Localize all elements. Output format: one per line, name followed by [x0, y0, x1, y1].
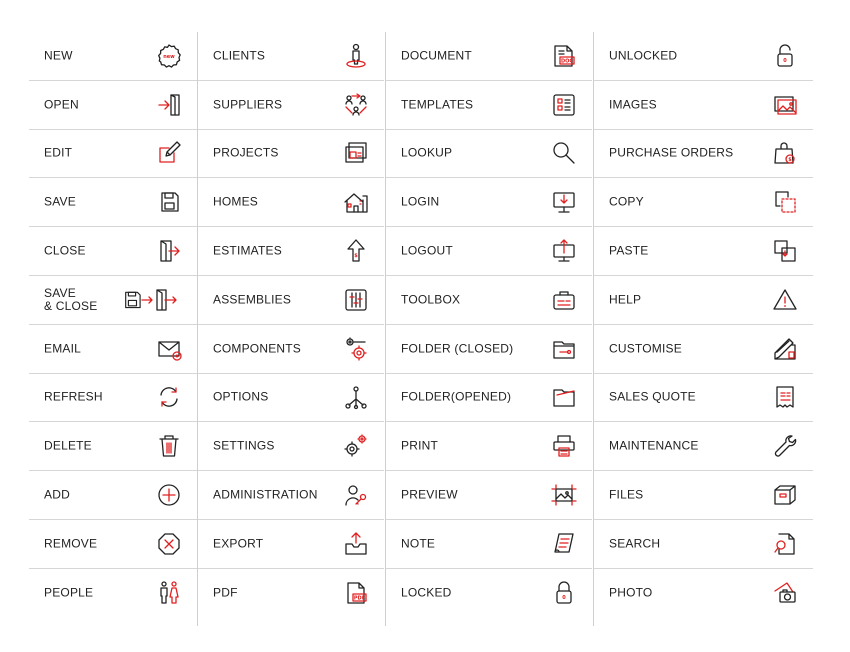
tray-export-icon: [342, 530, 370, 558]
legend-label: PHOTO: [609, 585, 653, 600]
legend-label: NOTE: [401, 536, 436, 551]
plus-circle-icon: [155, 481, 183, 509]
folder-opened-icon: [550, 383, 578, 411]
legend-row: [594, 374, 813, 423]
estimate-arrow-icon: [342, 237, 370, 265]
legend-row: [29, 569, 197, 618]
legend-label: LOGOUT: [401, 243, 453, 258]
icon-column-1: [29, 32, 197, 618]
legend-label: PDF: [213, 585, 238, 600]
legend-label: FOLDER(OPENED): [401, 389, 512, 404]
legend-label: SUPPLIERS: [213, 97, 283, 112]
branch-options-icon: [342, 383, 370, 411]
envelope-icon: [155, 335, 183, 363]
legend-row: [29, 178, 197, 227]
legend-label: SAVE & CLOSE: [44, 285, 98, 313]
legend-label: CLIENTS: [213, 48, 266, 63]
suppliers-exchange-icon: [342, 91, 370, 119]
legend-label: SETTINGS: [213, 438, 275, 453]
legend-row: [198, 32, 384, 81]
door-enter-icon: [155, 91, 183, 119]
padlock-locked-icon: [550, 579, 578, 607]
legend-row: [594, 325, 813, 374]
legend-label: LOOKUP: [401, 145, 453, 160]
legend-row: [594, 227, 813, 276]
legend-row: [29, 32, 197, 81]
legend-label: OPTIONS: [213, 389, 269, 404]
legend-label: FOLDER (CLOSED): [401, 341, 514, 356]
legend-label: HELP: [609, 292, 642, 307]
legend-row: [198, 276, 384, 325]
legend-row: [198, 520, 384, 569]
legend-row: [386, 178, 592, 227]
receipt-icon: [771, 383, 799, 411]
settings-gears-icon: [342, 432, 370, 460]
camera-photo-icon: [771, 579, 799, 607]
legend-row: [386, 81, 592, 130]
legend-label: ESTIMATES: [213, 243, 282, 258]
legend-label: PREVIEW: [401, 487, 458, 502]
legend-row: [594, 81, 813, 130]
legend-row: [198, 422, 384, 471]
legend-row: [29, 325, 197, 374]
legend-row: [198, 471, 384, 520]
gears-components-icon: [342, 335, 370, 363]
legend-label: CUSTOMISE: [609, 341, 682, 356]
legend-label: IMAGES: [609, 97, 657, 112]
note-scroll-icon: [550, 530, 578, 558]
legend-label: EMAIL: [44, 341, 82, 356]
door-exit-icon: [155, 237, 183, 265]
svg-text:0: 0: [783, 57, 787, 64]
legend-label: ADD: [44, 487, 70, 502]
refresh-arrows-icon: [155, 383, 183, 411]
legend-row: [29, 520, 197, 569]
legend-row: [386, 227, 592, 276]
admin-user-key-icon: [342, 481, 370, 509]
legend-row: [198, 325, 384, 374]
people-icon: [155, 579, 183, 607]
legend-row: [198, 130, 384, 179]
legend-row: [386, 374, 592, 423]
legend-label: TEMPLATES: [401, 97, 474, 112]
icon-column-3: [386, 32, 592, 618]
wrench-icon: [771, 432, 799, 460]
legend-label: LOGIN: [401, 194, 440, 209]
legend-label: FILES: [609, 487, 644, 502]
legend-row: [29, 81, 197, 130]
legend-label: ASSEMBLIES: [213, 292, 292, 307]
legend-label: UNLOCKED: [609, 48, 678, 63]
legend-label: PRINT: [401, 438, 438, 453]
icon-column-4: [594, 32, 813, 618]
legend-label: TOOLBOX: [401, 292, 461, 307]
legend-row: [386, 32, 592, 81]
legend-label: HOMES: [213, 194, 259, 209]
client-person-icon: [342, 42, 370, 70]
legend-label: COMPONENTS: [213, 341, 302, 356]
legend-row: [386, 325, 592, 374]
legend-row: [198, 178, 384, 227]
legend-label: SAVE: [44, 194, 76, 209]
legend-label: CLOSE: [44, 243, 86, 258]
legend-label: DELETE: [44, 438, 92, 453]
legend-row: [386, 520, 592, 569]
legend-label: OPEN: [44, 97, 79, 112]
monitor-logout-icon: [550, 237, 578, 265]
legend-row: [594, 276, 813, 325]
legend-row: [29, 130, 197, 179]
legend-row: [29, 422, 197, 471]
pencil-edit-icon: [155, 139, 183, 167]
monitor-login-icon: [550, 188, 578, 216]
legend-row: [386, 471, 592, 520]
legend-row: [594, 520, 813, 569]
legend-label: PROJECTS: [213, 145, 279, 160]
legend-label: PEOPLE: [44, 585, 94, 600]
save-and-close-icon: [119, 286, 183, 314]
images-icon: [771, 91, 799, 119]
pdf-file-icon: [342, 579, 370, 607]
legend-row: [594, 569, 813, 618]
legend-label: LOCKED: [401, 585, 452, 600]
preview-image-icon: [550, 481, 578, 509]
svg-text:$: $: [788, 157, 792, 164]
magnifier-icon: [550, 139, 578, 167]
legend-label: NEW: [44, 48, 73, 63]
legend-row: [594, 32, 813, 81]
trash-can-icon: [155, 432, 183, 460]
legend-row: [198, 227, 384, 276]
legend-row: [594, 471, 813, 520]
legend-row: [594, 130, 813, 179]
legend-row: [386, 569, 592, 618]
file-search-icon: [771, 530, 799, 558]
sliders-icon: [342, 286, 370, 314]
legend-row: [386, 130, 592, 179]
legend-row: [386, 276, 592, 325]
legend-row: [29, 227, 197, 276]
pdf-glyph: PDF: [353, 595, 366, 602]
paste-icon: [771, 237, 799, 265]
new-badge-icon: [155, 42, 183, 70]
legend-label: MAINTENANCE: [609, 438, 699, 453]
toolbox-icon: [550, 286, 578, 314]
templates-icon: [550, 91, 578, 119]
legend-row: [386, 422, 592, 471]
legend-label: REFRESH: [44, 389, 103, 404]
icon-column-2: [198, 32, 384, 618]
remove-octagon-icon: [155, 530, 183, 558]
floppy-disk-icon: [155, 188, 183, 216]
house-icon: [342, 188, 370, 216]
legend-row: [594, 178, 813, 227]
file-box-icon: [771, 481, 799, 509]
legend-label: EXPORT: [213, 536, 264, 551]
legend-label: DOCUMENT: [401, 48, 472, 63]
color-swatch-icon: [771, 335, 799, 363]
legend-row: [29, 374, 197, 423]
badge-glyph: new: [163, 53, 175, 60]
legend-label: SALES QUOTE: [609, 389, 696, 404]
folder-closed-icon: [550, 335, 578, 363]
legend-label: REMOVE: [44, 536, 98, 551]
legend-label: ADMINISTRATION: [213, 487, 318, 502]
printer-icon: [550, 432, 578, 460]
legend-label: PURCHASE ORDERS: [609, 145, 734, 160]
padlock-unlocked-icon: [771, 42, 799, 70]
legend-row: [198, 374, 384, 423]
legend-label: SEARCH: [609, 536, 661, 551]
legend-row: [198, 569, 384, 618]
svg-text:0: 0: [562, 595, 566, 602]
copy-icon: [771, 188, 799, 216]
document-doc-icon: [550, 42, 578, 70]
legend-row: [29, 471, 197, 520]
legend-row: [198, 81, 384, 130]
legend-row: [594, 422, 813, 471]
shopping-bag-icon: [771, 139, 799, 167]
legend-label: PASTE: [609, 243, 649, 258]
legend-row: [29, 276, 197, 325]
legend-label: COPY: [609, 194, 644, 209]
warning-triangle-icon: [771, 286, 799, 314]
doc-glyph: DOC: [560, 58, 574, 65]
legend-label: EDIT: [44, 145, 73, 160]
projects-stack-icon: [342, 139, 370, 167]
estimate-glyph: $: [354, 253, 358, 260]
